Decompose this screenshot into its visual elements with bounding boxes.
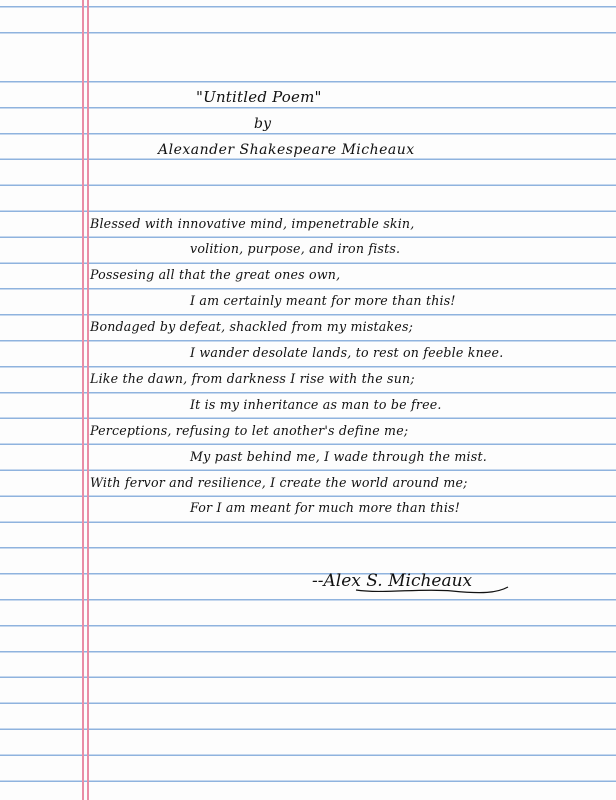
signature-text: --Alex S. Micheaux <box>312 571 473 591</box>
poem-line: Like the dawn, from darkness I rise with the sun; <box>90 371 415 386</box>
poem-line: volition, purpose, and iron fists. <box>190 241 401 256</box>
poem-author: Alexander Shakespeare Micheaux <box>158 142 415 158</box>
poem-line: Blessed with innovative mind, impenetrable skin, <box>90 216 415 231</box>
poem-line: For I am meant for much more than this! <box>190 500 460 515</box>
margin-line <box>82 0 84 800</box>
poem-line: It is my inheritance as man to be free. <box>190 397 442 412</box>
signature <box>312 568 522 598</box>
poem-line: Perceptions, refusing to let another's define me; <box>90 423 409 438</box>
poem-line: My past behind me, I wade through the mist. <box>190 449 487 464</box>
poem-line: Possesing all that the great ones own, <box>90 267 341 282</box>
poem-line: I wander desolate lands, to rest on feeble knee. <box>190 345 504 360</box>
poem-line: Bondaged by defeat, shackled from my mistakes; <box>90 319 414 334</box>
poem-title: "Untitled Poem" <box>196 88 322 106</box>
signature-graphic <box>312 568 522 598</box>
poem-line: With fervor and resilience, I create the world around me; <box>90 475 468 490</box>
margin-line <box>87 0 89 800</box>
poem-line: I am certainly meant for more than this! <box>190 293 456 308</box>
poem-byline: by <box>254 116 272 132</box>
